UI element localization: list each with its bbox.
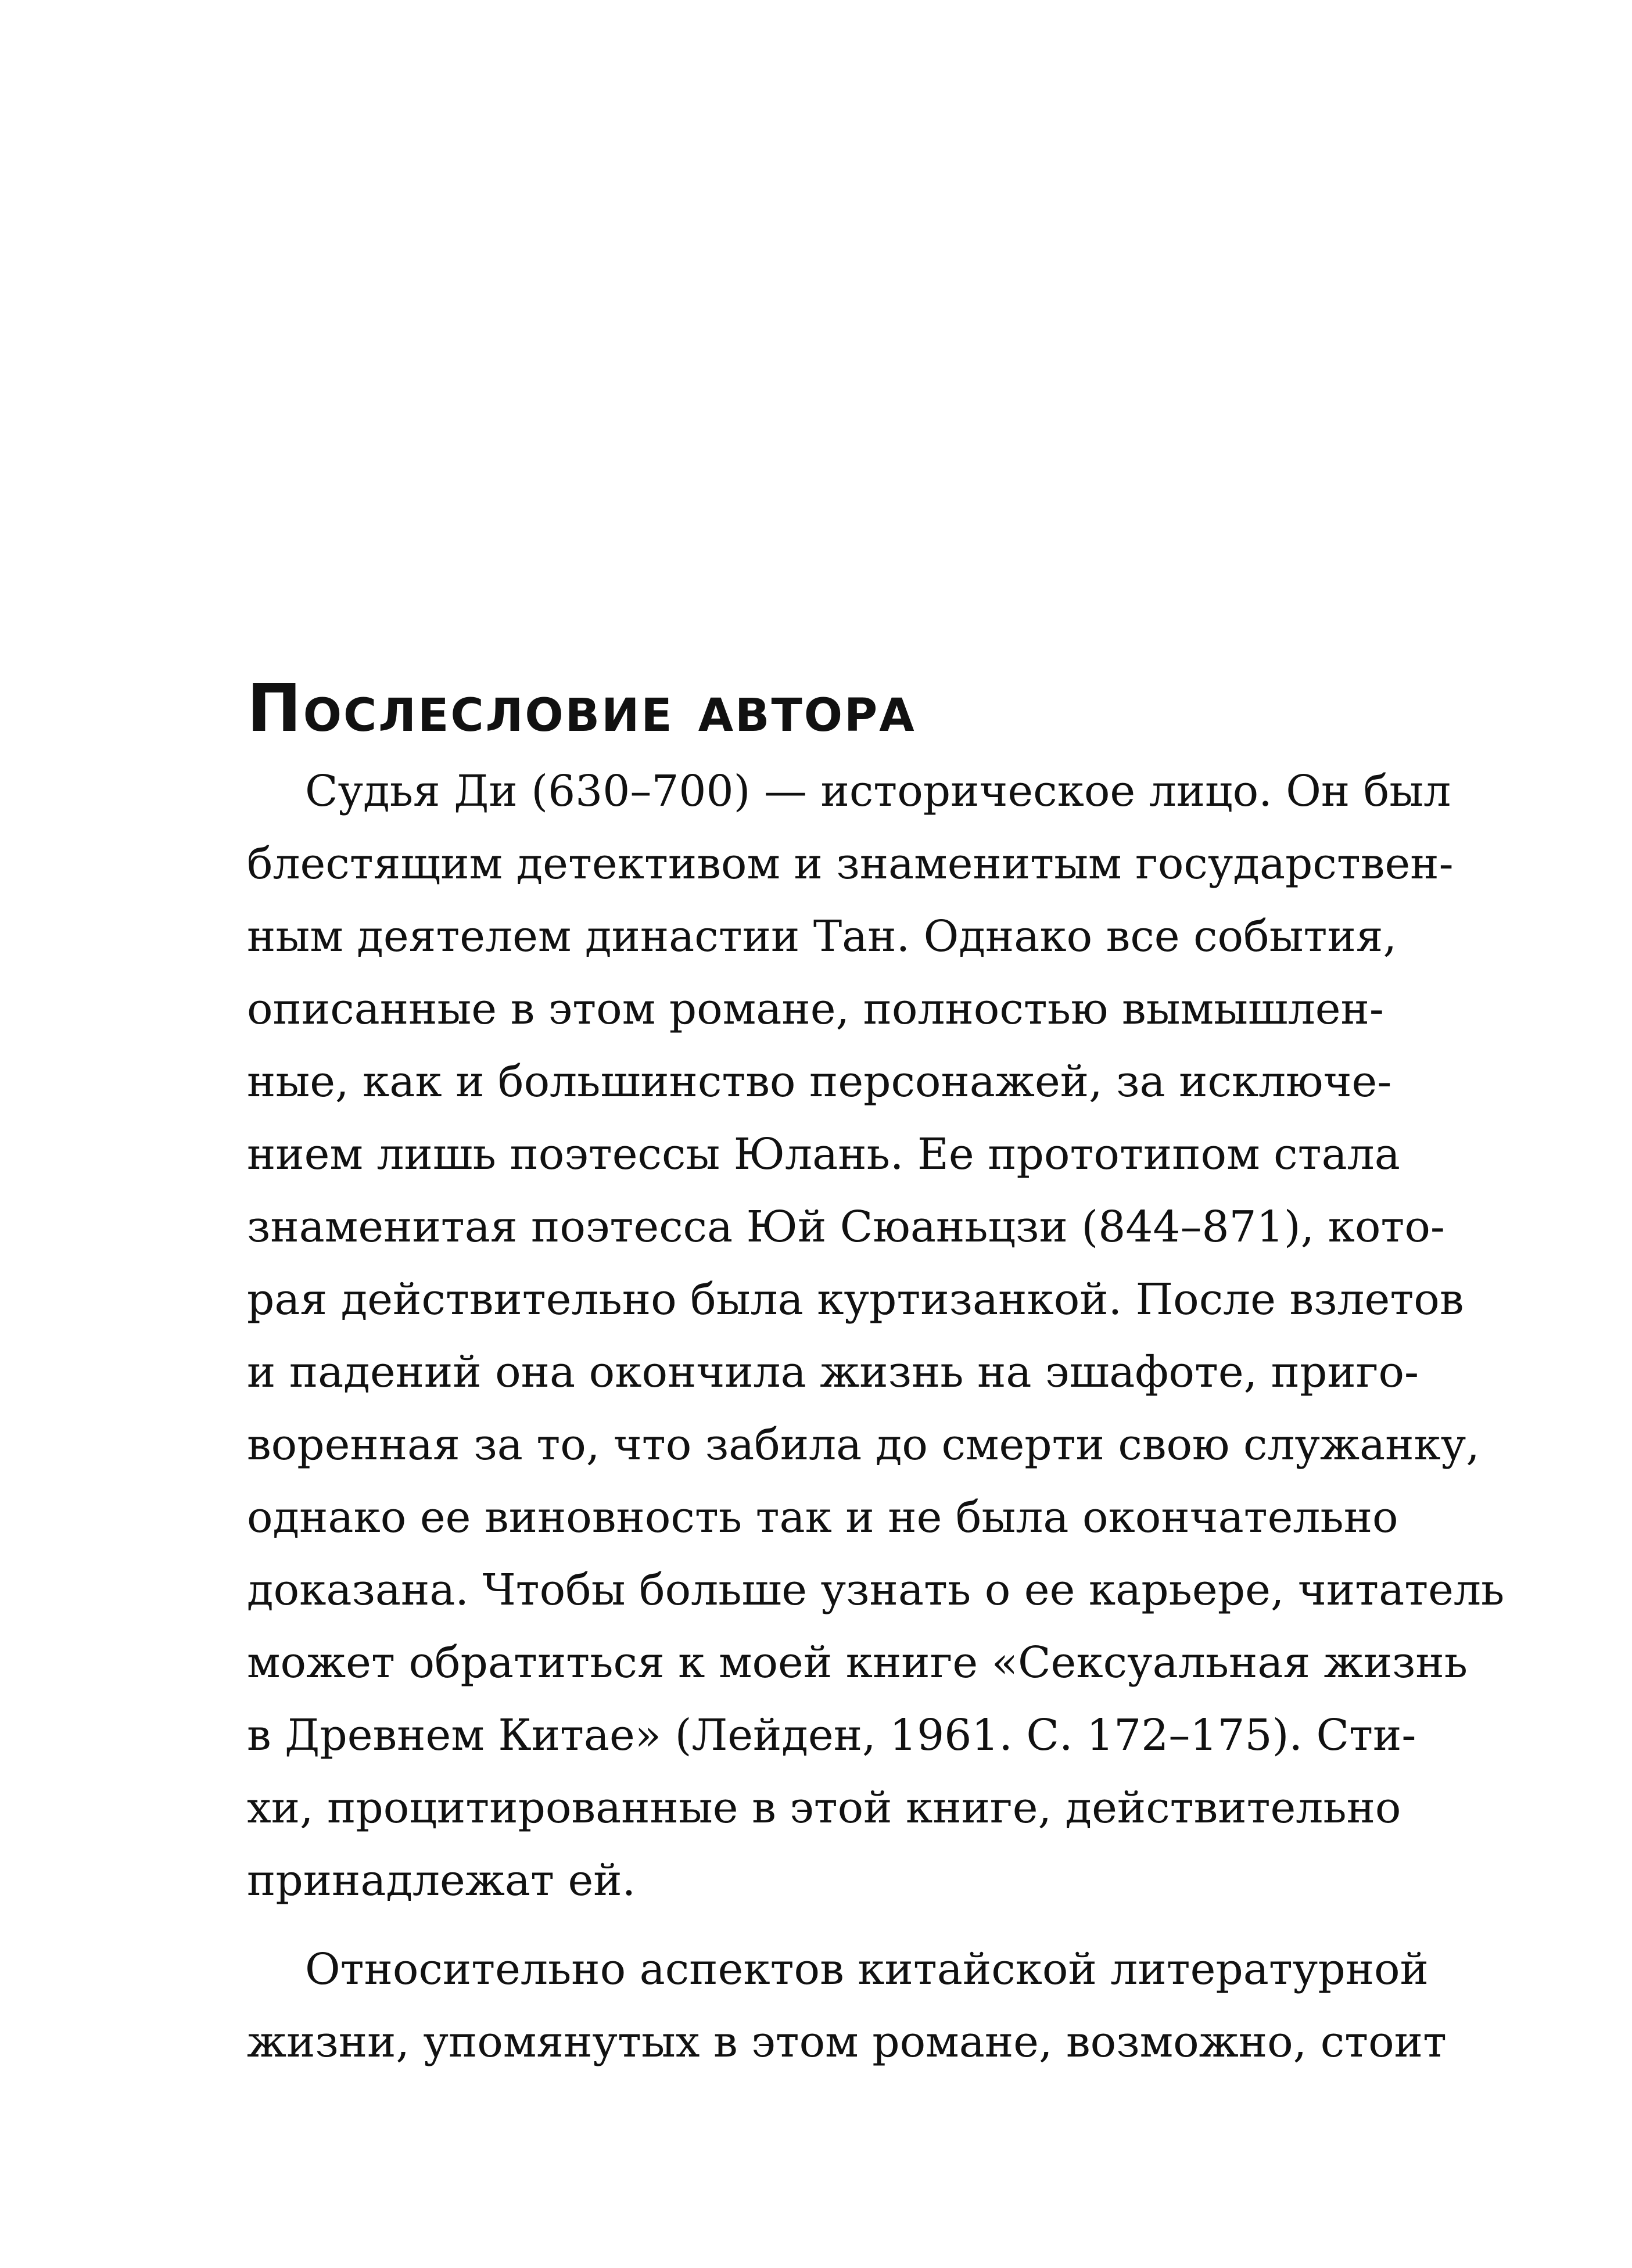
text-line: блестящим детективом и знаменитым государствен- bbox=[247, 839, 1454, 889]
text-line: знаменитая поэтесса Юй Сюаньцзи (844–871), кото- bbox=[247, 1202, 1445, 1252]
paragraph-2 bbox=[247, 1933, 1447, 2079]
text-line: рая действительно была куртизанкой. После взлетов bbox=[247, 1275, 1464, 1325]
text-line: в Древнем Китае» (Лейден, 1961. С. 172–175). Сти- bbox=[247, 1710, 1416, 1760]
text-line: жизни, упомянутых в этом романе, возможно, стоит bbox=[247, 2017, 1447, 2067]
text-line: однако ее виновность так и не была окончательно bbox=[247, 1492, 1398, 1542]
text-line: ные, как и большинство персонажей, за исключе- bbox=[247, 1057, 1392, 1107]
text-line: доказана. Чтобы больше узнать о ее карьере, читатель bbox=[247, 1565, 1505, 1615]
text-line: нием лишь поэтессы Юлань. Ее прототипом стала bbox=[247, 1129, 1400, 1179]
text-line: воренная за то, что забила до смерти свою служанку, bbox=[247, 1420, 1480, 1470]
paragraph-1 bbox=[247, 755, 1505, 1917]
text-line: и падений она окончила жизнь на эшафоте, приго- bbox=[247, 1347, 1419, 1397]
chapter-title: Послесловие автора bbox=[247, 671, 916, 747]
text-line: описанные в этом романе, полностью вымышлен- bbox=[247, 984, 1384, 1034]
text-line: Относительно аспектов китайской литературной bbox=[305, 1944, 1429, 1994]
text-line: хи, процитированные в этой книге, действительно bbox=[247, 1783, 1401, 1833]
text-line: может обратиться к моей книге «Сексуальная жизнь bbox=[247, 1638, 1468, 1688]
paragraph-spacer bbox=[247, 1917, 1362, 1933]
text-line: Судья Ди (630–700) — историческое лицо. Он был bbox=[305, 766, 1451, 816]
text-line: принадлежат ей. bbox=[247, 1856, 636, 1905]
text-line: ным деятелем династии Тан. Однако все события, bbox=[247, 911, 1397, 961]
book-page bbox=[247, 662, 1505, 2079]
